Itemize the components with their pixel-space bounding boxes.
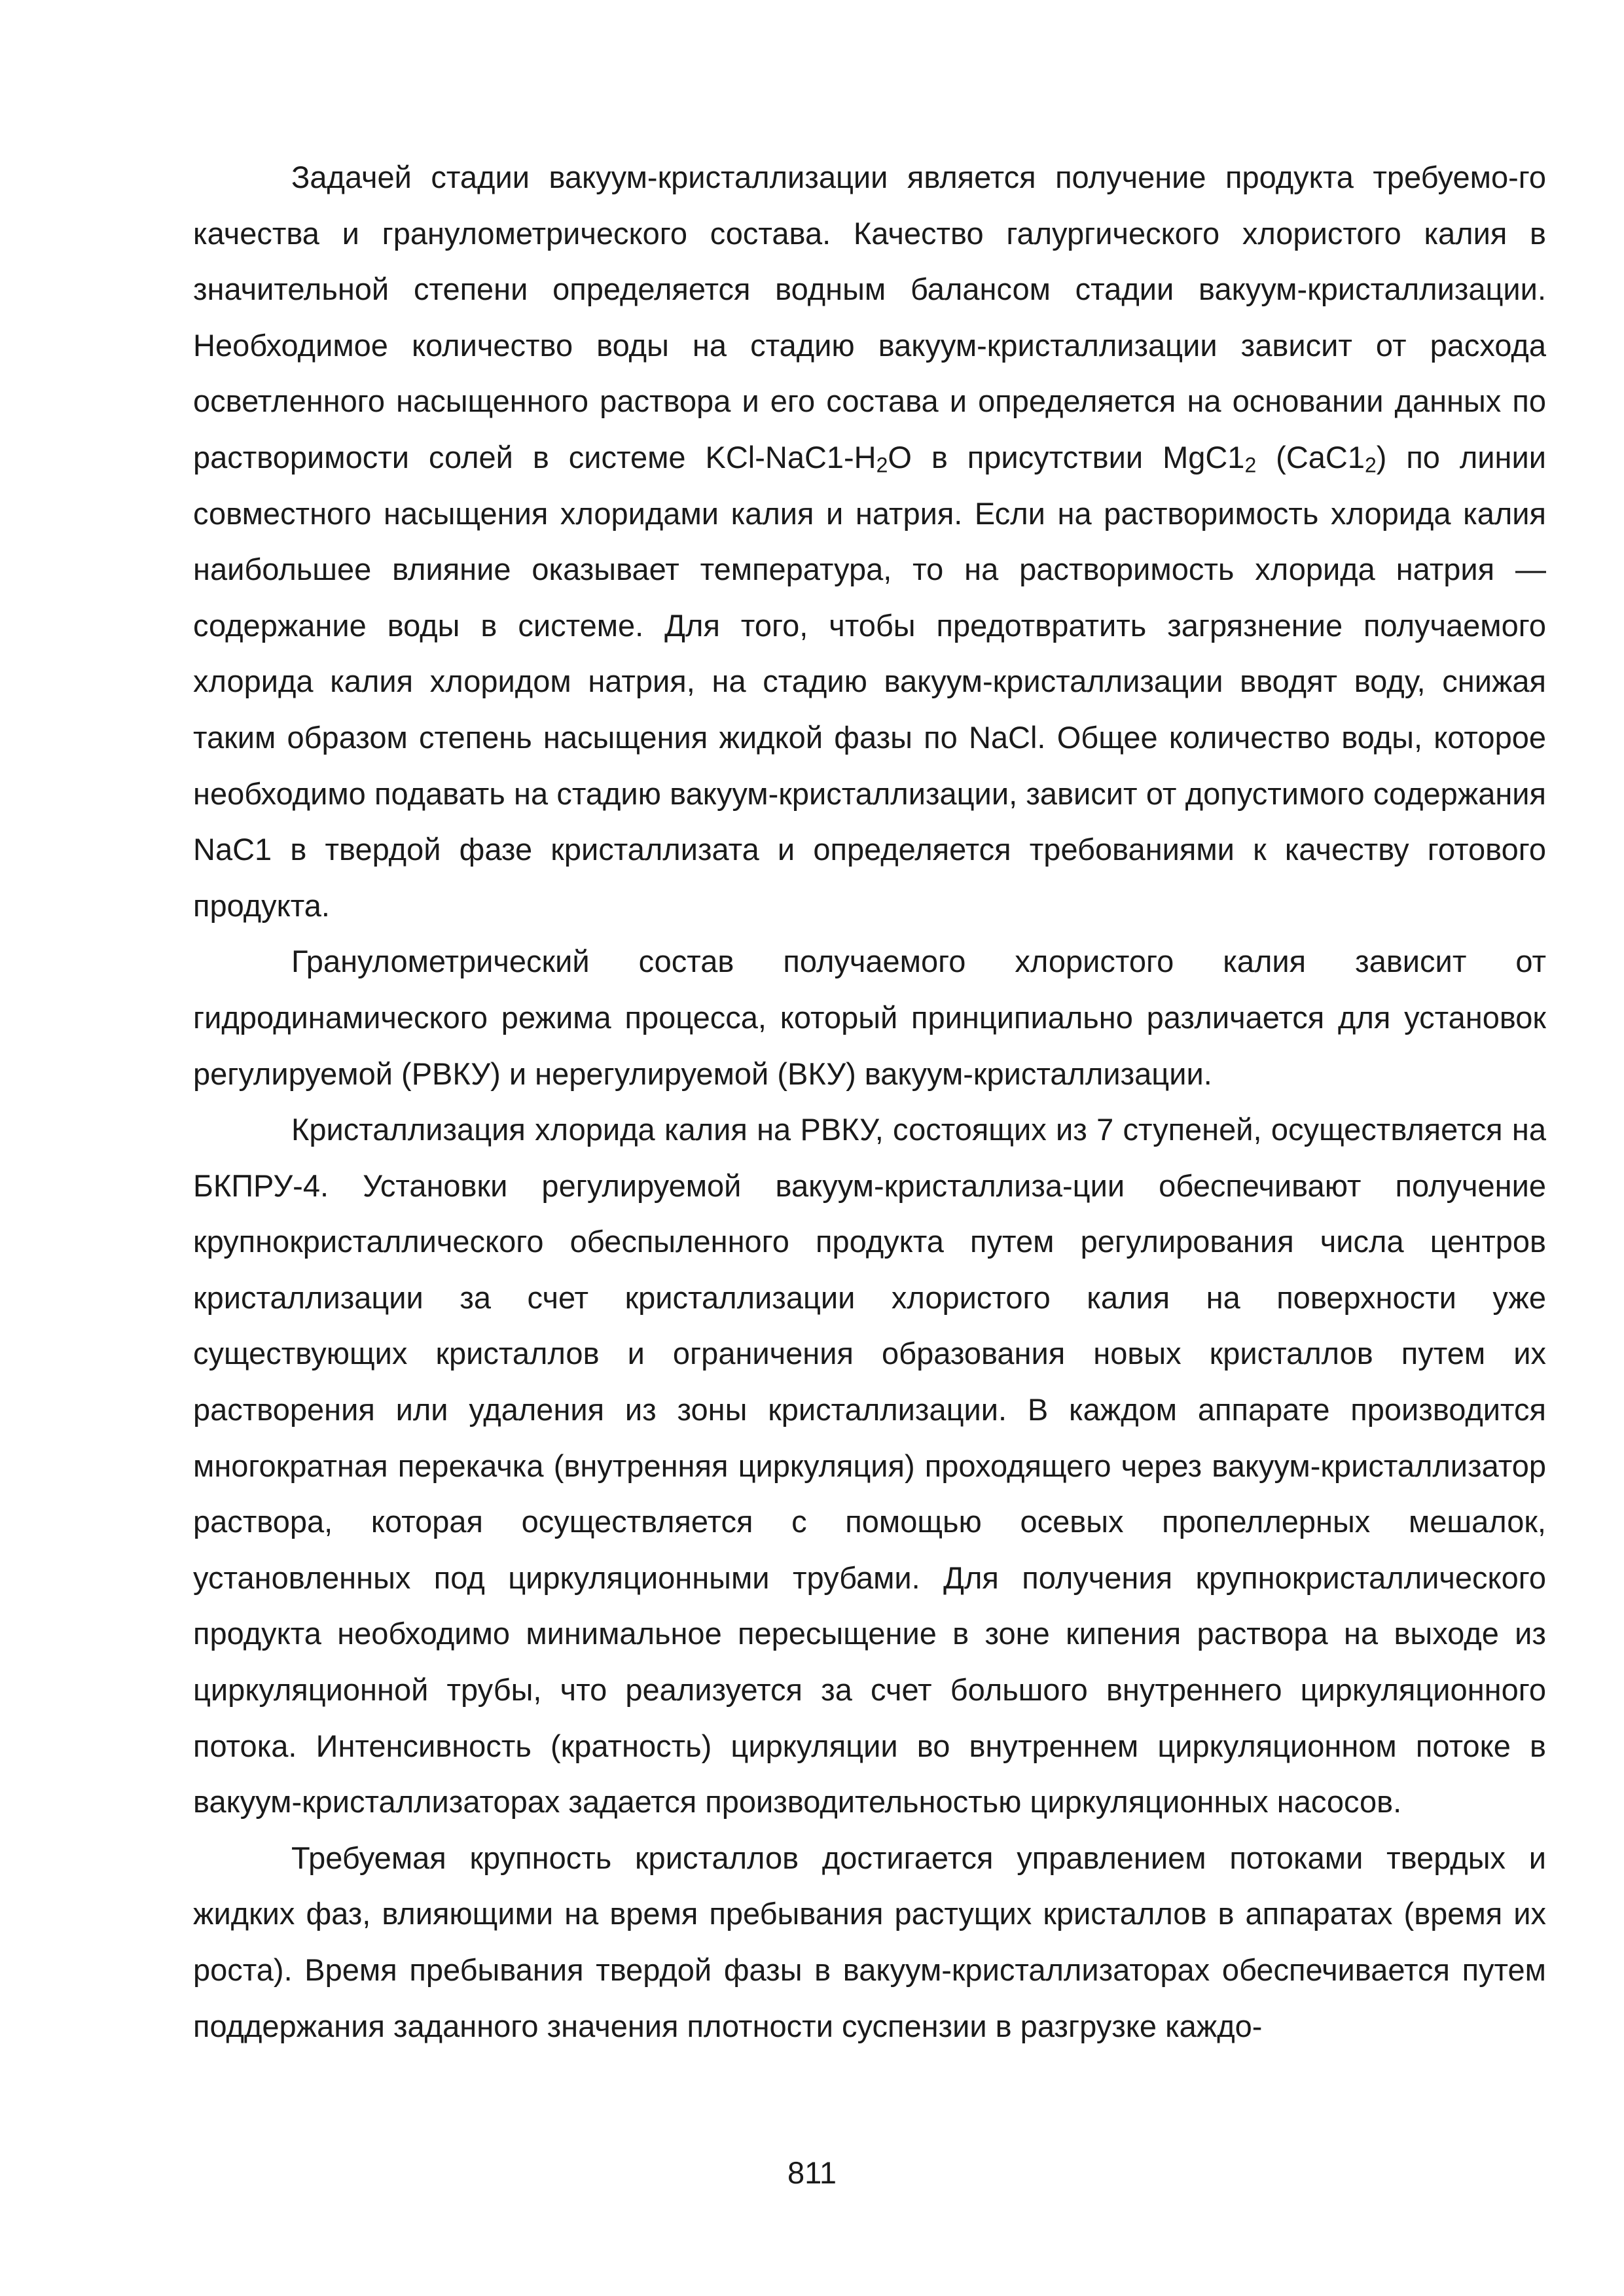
text-run: Кристаллизация хлорида калия на РВКУ, состоящих из 7 ступеней, осуществляется на БКПРУ-4. Установки регулируемой вакуум-кристаллиза-ции обеспечивают получение крупнокристаллического обеспыленного продукта путем регулирования числа центров кристаллизации за счет кристаллизации хлористого калия на поверхности уже существующих кристаллов и ограничения образования новых кристаллов путем их растворения или удаления из зоны кристаллизации. В каждом аппарате производится многократная перекачка (внутренняя циркуляция) проходящего через вакуум-кристаллизатор раствора, которая осуществляется с помощью осевых пропеллерных мешалок, установленных под циркуляционными трубами. Для получения крупнокристаллического продукта необходимо минимальное пересыщение в зоне кипения раствора на выходе из циркуляционной трубы, что реализуется за счет большого внутреннего циркуляционного потока. Интенсивность (кратность) циркуляции во внутреннем циркуляционном потоке в вакуум-кристаллизаторах задается производительностью циркуляционных насосов. [193,1112,1546,1820]
text-run: O в присутствии MgC1 [888,439,1245,475]
text-run: (CaC1 [1256,439,1365,475]
text-run: Требуемая крупность кристаллов достигается управлением потоками твердых и жидких фаз, влияющими на время пребывания растущих кристаллов в аппаратах (время их роста). Время пребывания твердой фазы в вакуум-кристаллизаторах обеспечивается путем поддержания заданного значения плотности суспензии в разгрузке каждо- [193,1840,1546,2043]
paragraph [193,1830,1546,2054]
paragraph [193,933,1546,1102]
subscript-text: 2 [1244,453,1257,477]
text-run: Гранулометрический состав получаемого хлористого калия зависит от гидродинамического режима процесса, который принципиально различается для установок регулируемой (РВКУ) и нерегулируемой (ВКУ) вакуум-кристаллизации. [193,944,1546,1091]
page-number: 811 [787,2155,837,2190]
paragraph [193,149,1546,933]
text-run: ) по линии совместного насыщения хлоридами калия и натрия. Если на растворимость хлорида калия наибольшее влияние оказывает температура, то на растворимость хлорида натрия — содержание воды в системе. Для того, чтобы предотвратить загрязнение получаемого хлорида калия хлоридом натрия, на стадию вакуум-кристаллизации вводят воду, снижая таким образом степень насыщения жидкой фазы по NaCl. Общее количество воды, которое необходимо подавать на стадию вакуум-кристаллизации, зависит от допустимого содержания NaC1 в твердой фазе кристаллизата и определяется требованиями к качеству готового продукта. [193,439,1547,923]
text-run: Задачей стадии вакуум-кристаллизации является получение продукта требуемо-го качества и гранулометрического состава. Качество галургического хлористого калия в значительной степени определяется водным балансом стадии вакуум-кристаллизации. Необходимое количество воды на стадию вакуум-кристаллизации зависит от расхода осветленного насыщенного раствора и его состава и определяется на основании данных по растворимости солей в системе KCl-NaC1-H [193,160,1546,475]
body-text [193,149,1546,2054]
paragraph [193,1102,1546,1830]
subscript-text: 2 [1364,453,1377,477]
subscript-text: 2 [876,453,888,477]
